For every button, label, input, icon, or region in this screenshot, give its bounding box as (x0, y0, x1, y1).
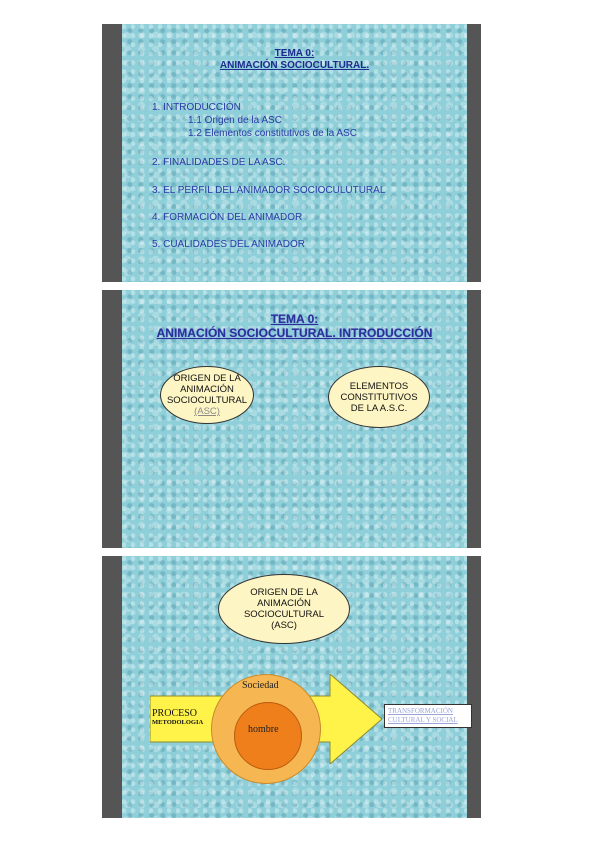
origen-large-line2: ANIMACIÓN (257, 598, 311, 609)
proceso-label (152, 708, 203, 726)
origen-line2: ANIMACIÓN (180, 384, 234, 395)
toc-item-cualidades: 5. CUALIDADES DEL ANIMADOR (152, 239, 306, 250)
elementos-ellipse (328, 366, 430, 428)
slide-1 (102, 24, 481, 282)
toc-subitem-origen: 1.1 Origen de la ASC (188, 115, 282, 126)
elementos-line1: ELEMENTOS (349, 380, 409, 392)
origen-line1: ORIGEN DE LA (173, 373, 241, 384)
slide-1-title-line1: TEMA 0: (274, 48, 315, 59)
slide-2-title-line2: ANIMACIÓN SOCIOCULTURAL. INTRODUCCIÓN (156, 326, 433, 340)
elementos-line3: DE LA A.S.C. (350, 402, 408, 414)
origen-large-line1: ORIGEN DE LA (250, 587, 318, 598)
toc-item-finalidades: 2. FINALIDADES DE LA ASC. (152, 157, 286, 168)
proceso-line2: METODOLOGIA (152, 719, 204, 726)
slide-2-background (122, 290, 467, 548)
origen-abbr: (ASC) (194, 406, 220, 417)
elementos-line2: CONSTITUTIVOS (340, 391, 418, 403)
slide-1-title-line2: ANIMACIÓN SOCIOCULTURAL. (219, 60, 370, 71)
origen-line3: SOCIOCULTURAL (166, 395, 248, 406)
slide-2-title (122, 312, 467, 340)
slide-2-title-line1: TEMA 0: (270, 312, 319, 326)
transformacion-box (384, 704, 472, 728)
toc-item-perfil: 3. EL PERFIL DEL ANIMADOR SOCIOCULUTURAL (152, 185, 386, 196)
toc-subitem-elementos: 1.2 Elementos constitutivos de la ASC (188, 128, 357, 139)
origen-large-line3: SOCIOCULTURAL (243, 609, 325, 620)
hombre-label: hombre (248, 724, 279, 735)
origen-ellipse (160, 366, 254, 424)
hombre-circle (234, 702, 302, 770)
proceso-line1: PROCESO (152, 708, 198, 719)
slide-3 (102, 556, 481, 818)
toc-item-introduccion: 1. INTRODUCCIÓN (152, 102, 241, 113)
slide-3-background (122, 556, 467, 818)
transformacion-line2: CULTURAL Y SOCIAL (388, 716, 458, 724)
sociedad-label: Sociedad (242, 680, 279, 691)
origen-ellipse-large (218, 574, 350, 644)
transformacion-line1: TRANSFORMACIÓN (388, 707, 453, 715)
slide-1-background (122, 24, 467, 282)
slide-2 (102, 290, 481, 548)
toc-item-formacion: 4. FORMACIÓN DEL ANIMADOR (152, 212, 303, 223)
slide-1-title (122, 48, 467, 72)
origen-large-line4: (ASC) (271, 620, 297, 631)
